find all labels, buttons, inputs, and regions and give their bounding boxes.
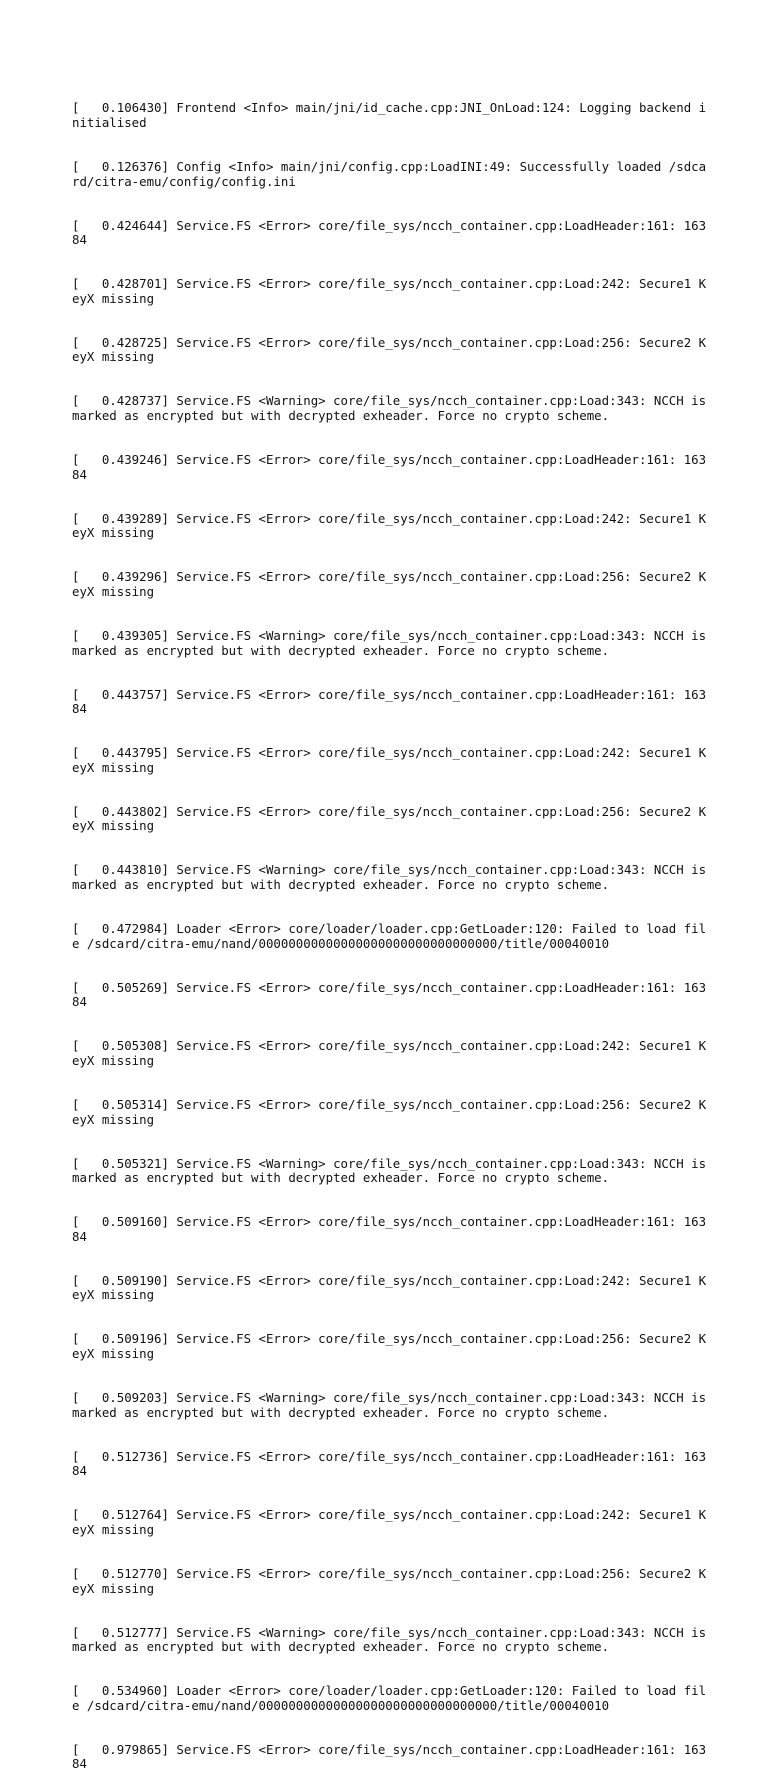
log-output bbox=[72, 72, 712, 1787]
log-line: [ 0.512736] Service.FS <Error> core/file_sys/ncch_container.cpp:LoadHeader:161: 16384 bbox=[72, 1448, 707, 1479]
log-line: [ 0.106430] Frontend <Info> main/jni/id_cache.cpp:JNI_OnLoad:124: Logging backend initialised bbox=[72, 100, 707, 130]
log-line: [ 0.443810] Service.FS <Warning> core/file_sys/ncch_container.cpp:Load:343: NCCH is marked as encrypted but with decrypted exheader. Force no crypto scheme. bbox=[72, 862, 714, 893]
log-line: [ 0.443795] Service.FS <Error> core/file_sys/ncch_container.cpp:Load:242: Secure1 KeyX missing bbox=[72, 745, 707, 775]
log-line: [ 0.505314] Service.FS <Error> core/file_sys/ncch_container.cpp:Load:256: Secure2 KeyX missing bbox=[72, 1096, 707, 1127]
log-line: [ 0.509160] Service.FS <Error> core/file_sys/ncch_container.cpp:LoadHeader:161: 16384 bbox=[72, 1214, 707, 1244]
log-line: [ 0.512770] Service.FS <Error> core/file_sys/ncch_container.cpp:Load:256: Secure2 KeyX missing bbox=[72, 1565, 707, 1596]
log-line: [ 0.509190] Service.FS <Error> core/file_sys/ncch_container.cpp:Load:242: Secure1 KeyX missing bbox=[72, 1272, 707, 1303]
log-line: [ 0.472984] Loader <Error> core/loader/loader.cpp:GetLoader:120: Failed to load file /sdcard/citra-emu/nand/00000000000000000000000000000000/title/00040010 bbox=[72, 921, 707, 951]
log-line: [ 0.428701] Service.FS <Error> core/file_sys/ncch_container.cpp:Load:242: Secure1 KeyX missing bbox=[72, 276, 707, 306]
log-line: [ 0.509203] Service.FS <Warning> core/file_sys/ncch_container.cpp:Load:343: NCCH is marked as encrypted but with decrypted exheader. Force no crypto scheme. bbox=[72, 1390, 714, 1420]
log-line: [ 0.512777] Service.FS <Warning> core/file_sys/ncch_container.cpp:Load:343: NCCH is marked as encrypted but with decrypted exheader. Force no crypto scheme. bbox=[72, 1624, 714, 1655]
log-line: [ 0.505308] Service.FS <Error> core/file_sys/ncch_container.cpp:Load:242: Secure1 KeyX missing bbox=[72, 1038, 707, 1068]
log-line: [ 0.979865] Service.FS <Error> core/file_sys/ncch_container.cpp:LoadHeader:161: 16384 bbox=[72, 1741, 707, 1772]
log-line: [ 0.534960] Loader <Error> core/loader/loader.cpp:GetLoader:120: Failed to load file /sdcard/citra-emu/nand/00000000000000000000000000000000/title/00040010 bbox=[72, 1683, 707, 1713]
log-line: [ 0.439289] Service.FS <Error> core/file_sys/ncch_container.cpp:Load:242: Secure1 KeyX missing bbox=[72, 510, 707, 541]
log-line: [ 0.424644] Service.FS <Error> core/file_sys/ncch_container.cpp:LoadHeader:161: 16384 bbox=[72, 217, 707, 248]
log-line: [ 0.443757] Service.FS <Error> core/file_sys/ncch_container.cpp:LoadHeader:161: 16384 bbox=[72, 686, 707, 717]
log-line: [ 0.505321] Service.FS <Warning> core/file_sys/ncch_container.cpp:Load:343: NCCH is marked as encrypted but with decrypted exheader. Force no crypto scheme. bbox=[72, 1155, 714, 1186]
log-line: [ 0.428737] Service.FS <Warning> core/file_sys/ncch_container.cpp:Load:343: NCCH is marked as encrypted but with decrypted exheader. Force no crypto scheme. bbox=[72, 393, 714, 424]
log-line: [ 0.439246] Service.FS <Error> core/file_sys/ncch_container.cpp:LoadHeader:161: 16384 bbox=[72, 452, 707, 482]
log-line: [ 0.428725] Service.FS <Error> core/file_sys/ncch_container.cpp:Load:256: Secure2 KeyX missing bbox=[72, 334, 707, 365]
log-line: [ 0.509196] Service.FS <Error> core/file_sys/ncch_container.cpp:Load:256: Secure2 KeyX missing bbox=[72, 1331, 707, 1362]
log-line: [ 0.443802] Service.FS <Error> core/file_sys/ncch_container.cpp:Load:256: Secure2 KeyX missing bbox=[72, 803, 707, 834]
log-line: [ 0.505269] Service.FS <Error> core/file_sys/ncch_container.cpp:LoadHeader:161: 16384 bbox=[72, 979, 707, 1010]
log-line: [ 0.439305] Service.FS <Warning> core/file_sys/ncch_container.cpp:Load:343: NCCH is marked as encrypted but with decrypted exheader. Force no crypto scheme. bbox=[72, 627, 714, 658]
log-line: [ 0.512764] Service.FS <Error> core/file_sys/ncch_container.cpp:Load:242: Secure1 KeyX missing bbox=[72, 1507, 707, 1537]
log-line: [ 0.439296] Service.FS <Error> core/file_sys/ncch_container.cpp:Load:256: Secure2 KeyX missing bbox=[72, 569, 707, 599]
log-line: [ 0.126376] Config <Info> main/jni/config.cpp:LoadINI:49: Successfully loaded /sdcard/citra-emu/config/config.ini bbox=[72, 158, 707, 189]
